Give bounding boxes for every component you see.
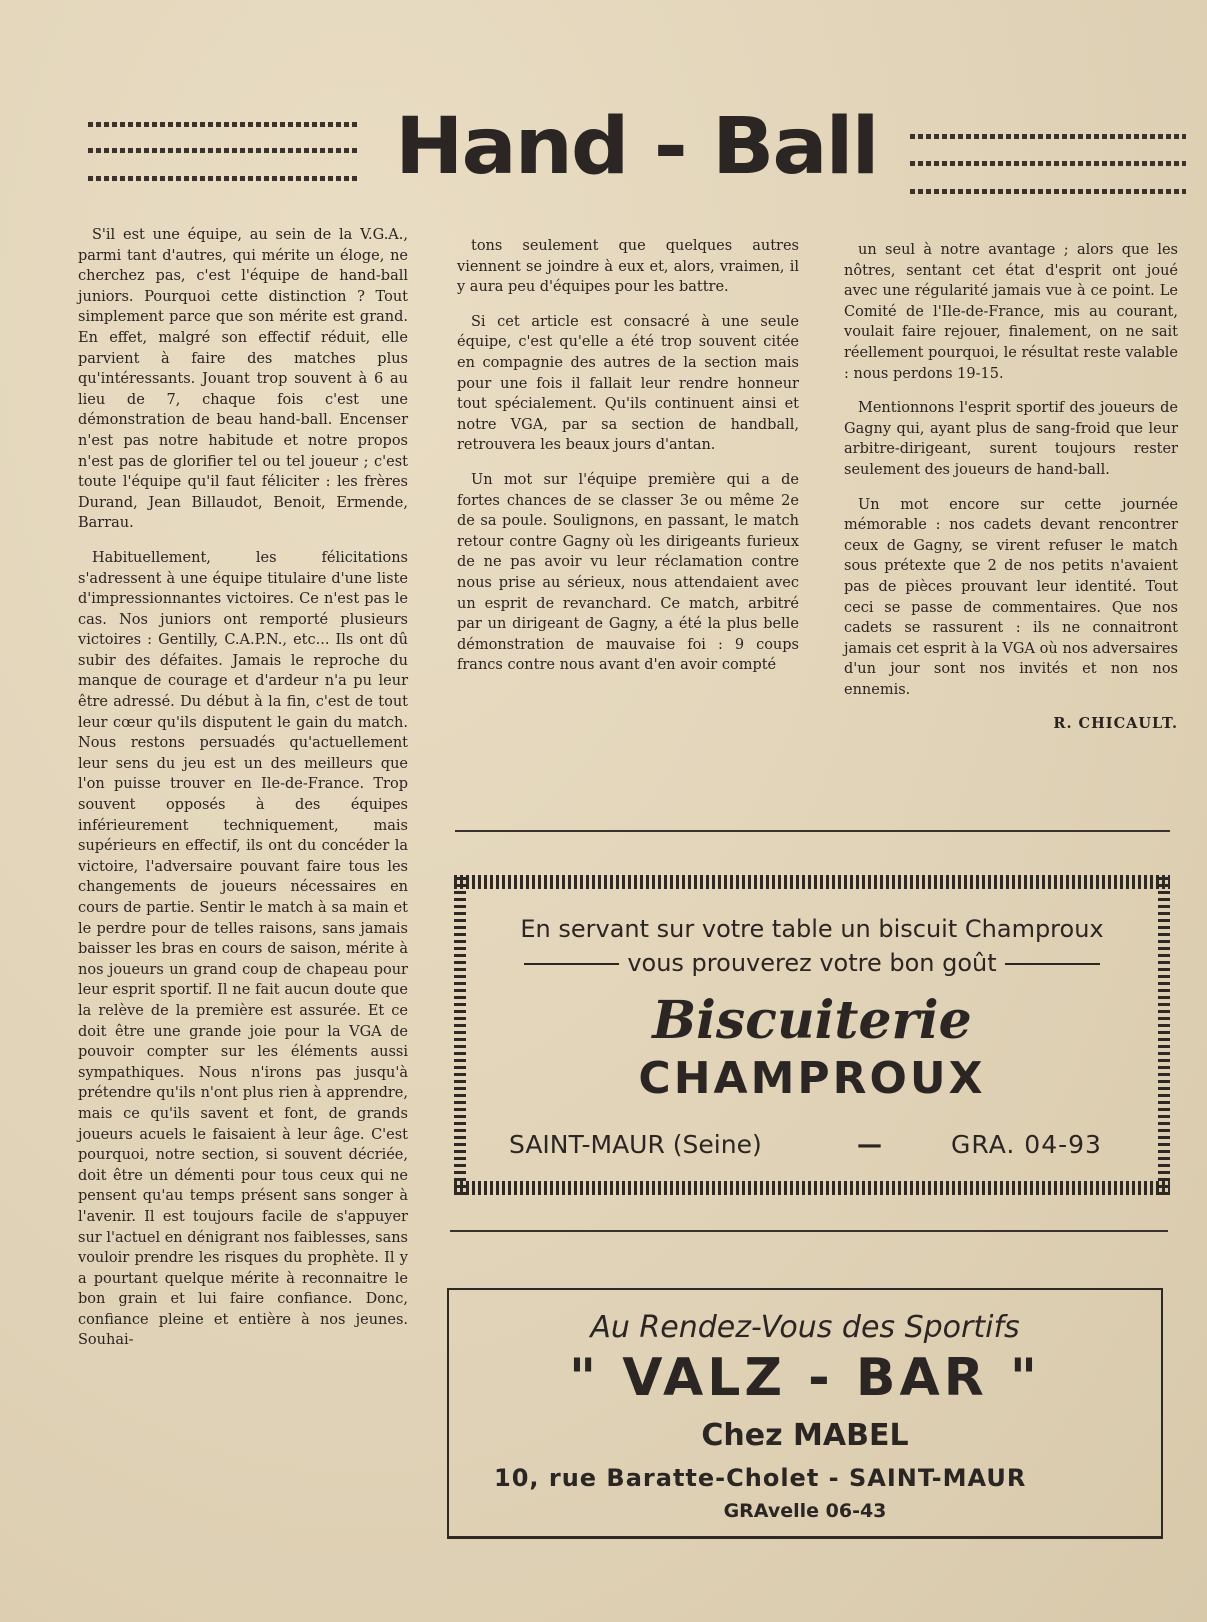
article-column-3	[844, 240, 1178, 749]
ad-border-bottom	[454, 1181, 1170, 1195]
article-paragraph: un seul à notre avantage ; alors que les nôtres, sentant cet état d'esprit ont joué avec une régularité jamais vue à ce point. Le Comité de l'Ile-de-France, mis au courant, voulait faire rejouer, finalement, on ne sait réellement pourquoi, le résultat reste valable : nous perdons 19-15.	[844, 242, 1178, 382]
dash-left	[524, 963, 619, 965]
title-decoration-right-1	[910, 134, 1186, 139]
article-paragraph: Habituellement, les félicitations s'adressent à une équipe titulaire d'une liste d'impressionnantes victoires. Ce n'est pas le cas. Nos juniors ont remporté plusieurs victoires : Gentilly, C.A.P.N., etc... Ils ont dû subir des défaites. Jamais le reproche du manque de courage et d'ardeur n'a pu leur être adressé. Du début à la fin, c'est de tout leur cœur qu'ils disputent le gain du match. Nous restons persuadés qu'actuellement leur sens du jeu est un des meilleurs que l'on puisse trouver en Ile-de-France. Trop souvent opposés à des équipes inférieurement techniquement, mais supérieurs en effectif, ils ont du concéder la victoire, l'adversaire pouvant faire tous les changements de joueurs nécessaires en cours de partie. Sentir le match à sa main et le perdre pour de telles raisons, sans jamais baisser les bras en cours de saison, mérite à nos joueurs un grand coup de chapeau pour leur esprit sportif. Il ne fait aucun doute que la relève de la première est assurée. Et ce doit être une grande joie pour la VGA de pouvoir compter sur les éléments aussi sympathiques. Nous n'irons pas jusqu'à prétendre qu'ils n'ont plus rien à apprendre, mais ce qu'ils savent et font, de grands joueurs acuels le faisaient à leur âge. C'est pourquoi, notre section, si souvent décriée, doit être un démenti pour tous ceux qui ne pensent qu'au temps présent sans songer à l'avenir. Il est toujours facile de s'appuyer sur l'actuel en dénigrant nos faiblesses, sans vouloir prendre les risques du prophète. Il y a pourtant quelque mérite à reconnaitre le bon grain et lui faire confiance. Donc, confiance pleine et entière à nos jeunes. Souhai-	[78, 549, 408, 1349]
ad-bar-phone: GRAvelle 06-43	[723, 1500, 887, 1522]
ad-separator: —	[857, 1130, 882, 1159]
ad-bar-owner: Chez MABEL	[701, 1418, 909, 1453]
divider-top	[455, 830, 1170, 832]
ad-bar-address: 10, rue Baratte-Cholet - SAINT-MAUR	[494, 1464, 1027, 1492]
ad-bar-tagline: Au Rendez-Vous des Sportifs	[590, 1310, 1020, 1345]
dash-right	[1005, 963, 1100, 965]
ad-bar-name: " VALZ - BAR "	[569, 1348, 1041, 1408]
article-column-1	[78, 225, 408, 1365]
title-decoration-right-2	[910, 161, 1186, 166]
title-decoration-left-1	[88, 122, 360, 127]
page-title: Hand - Ball	[395, 102, 878, 192]
article-paragraph: Mentionnons l'esprit sportif des joueurs de Gagny qui, ayant plus de sang-froid que leur arbitre-dirigeant, surent toujours rester seulement des joueurs de hand-ball.	[844, 400, 1178, 478]
article-column-2	[457, 236, 799, 690]
title-decoration-left-3	[88, 176, 360, 181]
article-paragraph: Un mot sur l'équipe première qui a de fortes chances de se classer 3e ou même 2e de sa poule. Soulignons, en passant, le match retour contre Gagny où les dirigeants furieux de ne pas avoir vu leur réclamation contre nous prise au sérieux, nous attendaient avec un esprit de revanchard. Ce match, arbitré par un dirigeant de Gagny, a été la plus belle démonstration de mauvaise foi : 9 coups francs contre nous avant d'en avoir compté	[457, 471, 799, 674]
article-paragraph: tons seulement que quelques autres viennent se joindre à eux et, alors, vraimen, il y aura peu d'équipes pour les battre.	[457, 238, 799, 296]
article-paragraph: S'il est une équipe, au sein de la V.G.A., parmi tant d'autres, qui mérite un éloge, ne cherchez pas, c'est l'équipe de hand-ball juniors. Pourquoi cette distinction ? Tout simplement parce que son mérite est grand. En effet, malgré son effectif réduit, elle parvient à faire des matches plus qu'intéressants. Jouant trop souvent à 6 au lieu de 7, chaque fois c'est une démonstration de beau hand-ball. Encenser n'est pas notre habitude et notre propos n'est pas de glorifier tel ou tel joueur ; c'est toute l'équipe qu'il faut féliciter : les frères Durand, Jean Billaudot, Benoit, Ermende, Barrau.	[78, 227, 408, 532]
ad-brand-script: Biscuiterie	[652, 990, 972, 1051]
article-paragraph: Si cet article est consacré à une seule équipe, c'est qu'elle a été trop souvent citée en compagnie des autres de la section mais pour une fois il fallait leur rendre honneur tout spécialement. Qu'ils continuent ainsi et notre VGA, par sa section de handball, retrouvera les beaux jours d'antan.	[457, 313, 799, 454]
ad-slogan-line-2	[454, 949, 1170, 977]
article-paragraph: Un mot encore sur cette journée mémorable : nos cadets devant rencontrer ceux de Gagny, se virent refuser le match sous prétexte que 2 de nos petits n'avaient pas de pièces prouvant leur identité. Tout ceci se passe de commentaires. Que nos cadets se rassurent : ils ne connaitront jamais cet esprit à la VGA où nos adversaires d'un jour sont nos invités et non nos ennemis.	[844, 496, 1178, 698]
ad-phone: GRA. 04-93	[951, 1130, 1102, 1159]
ad-valz-bar	[447, 1288, 1163, 1539]
ad-slogan-line-2-text: vous prouverez votre bon goût	[627, 949, 997, 977]
divider-middle	[450, 1230, 1168, 1232]
article-signature: R. CHICAULT.	[1053, 715, 1178, 733]
ad-slogan-line-1: En servant sur votre table un biscuit Champroux	[520, 915, 1104, 943]
title-decoration-right-3	[910, 189, 1186, 194]
ad-brand-name: CHAMPROUX	[638, 1053, 986, 1104]
ad-border-top	[454, 875, 1170, 889]
ad-address: SAINT-MAUR (Seine)	[509, 1130, 762, 1159]
title-decoration-left-2	[88, 148, 360, 153]
ad-biscuiterie-champroux	[454, 875, 1170, 1195]
